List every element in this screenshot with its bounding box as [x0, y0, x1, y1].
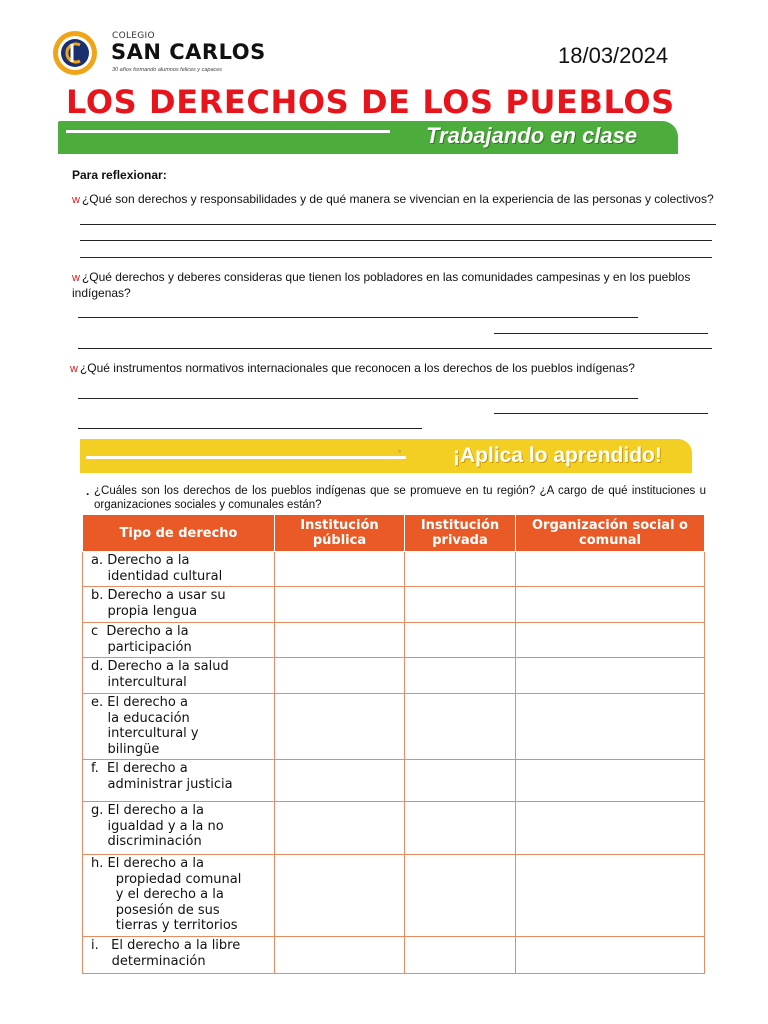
- answer-cell[interactable]: [516, 937, 705, 974]
- answer-cell[interactable]: [516, 760, 705, 802]
- answer-cell[interactable]: [516, 694, 705, 760]
- answer-line[interactable]: [78, 428, 422, 429]
- answer-cell[interactable]: [275, 694, 405, 760]
- answer-cell[interactable]: [405, 855, 516, 937]
- table-row: [83, 802, 705, 855]
- document-date: 18/03/2024: [558, 43, 669, 68]
- row-label: e. El derecho a la educación intercultural y bilingüe: [83, 694, 275, 760]
- question-2: [72, 270, 722, 301]
- answer-cell[interactable]: [275, 760, 405, 802]
- table-header-row: [83, 515, 705, 552]
- answer-line[interactable]: [494, 333, 708, 334]
- row-label: i. El derecho a la libre determinación: [83, 937, 275, 974]
- row-label: d. Derecho a la salud intercultural: [83, 658, 275, 694]
- page-title: LOS DERECHOS DE LOS PUEBLOS: [66, 83, 675, 121]
- table-row: [83, 658, 705, 694]
- table-row: [83, 694, 705, 760]
- logo-tagline: 30 años formando alumnos felices y capaces: [112, 67, 223, 73]
- answer-cell[interactable]: [405, 937, 516, 974]
- header-tipo-derecho: Tipo de derecho: [83, 515, 275, 552]
- row-label: c Derecho a la participación: [83, 623, 275, 658]
- section-banner-label: ¡Aplica lo aprendido!: [453, 444, 662, 467]
- school-logo: [52, 28, 272, 78]
- section-banner-label: Trabajando en clase: [426, 123, 638, 148]
- bullet-marker: w: [70, 363, 78, 375]
- school-seal-icon: [52, 30, 98, 76]
- answer-line[interactable]: [78, 348, 712, 349]
- answer-cell[interactable]: [275, 587, 405, 623]
- table-row: [83, 623, 705, 658]
- answer-line[interactable]: [80, 257, 712, 258]
- row-label: g. El derecho a la igualdad y a la no discriminación: [83, 802, 275, 855]
- bullet-marker: w: [72, 194, 80, 206]
- answer-cell[interactable]: [516, 552, 705, 587]
- answer-cell[interactable]: [405, 802, 516, 855]
- row-label: b. Derecho a usar su propia lengua: [83, 587, 275, 623]
- question-text: ¿Qué derechos y deberes consideras que tienen los pobladores en las comunidades campesinas y en los pueblos indígenas?: [72, 270, 691, 300]
- row-label: f. El derecho a administrar justicia: [83, 760, 275, 802]
- question-text: ¿Qué instrumentos normativos internacionales que reconocen a los derechos de los pueblos indígenas?: [79, 361, 635, 375]
- table-row: [83, 552, 705, 587]
- answer-cell[interactable]: [275, 802, 405, 855]
- bullet-marker: w: [72, 272, 80, 284]
- answer-cell[interactable]: [275, 623, 405, 658]
- table-row: [83, 855, 705, 937]
- table-row: [83, 937, 705, 974]
- answer-line[interactable]: [78, 317, 638, 318]
- decorative-dot-icon: °: [398, 449, 402, 458]
- answer-cell[interactable]: [275, 855, 405, 937]
- question-text: ¿Qué son derechos y responsabilidades y de qué manera se vivencian en la experiencia de las personas y colectivos?: [81, 192, 714, 206]
- answer-cell[interactable]: [405, 552, 516, 587]
- answer-line[interactable]: [494, 413, 708, 414]
- answer-cell[interactable]: [516, 658, 705, 694]
- answer-cell[interactable]: [516, 587, 705, 623]
- logo-name-text: SAN CARLOS: [111, 40, 266, 64]
- answer-cell[interactable]: [405, 658, 516, 694]
- answer-cell[interactable]: [516, 623, 705, 658]
- answer-cell[interactable]: [516, 855, 705, 937]
- answer-line[interactable]: [80, 224, 716, 225]
- answer-line[interactable]: [80, 240, 712, 241]
- answer-cell[interactable]: [405, 623, 516, 658]
- header-institucion-privada: Institución privada: [405, 515, 516, 552]
- answer-cell[interactable]: [275, 552, 405, 587]
- bullet-marker: .: [86, 484, 90, 498]
- reflect-heading: Para reflexionar:: [72, 168, 167, 182]
- row-label: a. Derecho a la identidad cultural: [83, 552, 275, 587]
- answer-cell[interactable]: [405, 694, 516, 760]
- row-label: h. El derecho a la propiedad comunal y el derecho a la posesión de sus tierras y territorios: [83, 855, 275, 937]
- task-instruction: ¿Cuáles son los derechos de los pueblos indígenas que se promueve en tu región? ¿A cargo de qué instituciones u organizaciones sociales y comunales están?: [94, 485, 706, 511]
- table-row: [83, 760, 705, 802]
- answer-cell[interactable]: [516, 802, 705, 855]
- question-3: [70, 361, 720, 377]
- banner-divider: [86, 456, 406, 459]
- answer-cell[interactable]: [405, 587, 516, 623]
- answer-cell[interactable]: [275, 658, 405, 694]
- banner-divider: [66, 130, 390, 133]
- question-1: [72, 192, 722, 208]
- answer-cell[interactable]: [275, 937, 405, 974]
- table-row: [83, 587, 705, 623]
- rights-table: [82, 514, 705, 974]
- logo-small-text: COLEGIO: [112, 31, 155, 41]
- answer-cell[interactable]: [405, 760, 516, 802]
- answer-line[interactable]: [78, 398, 638, 399]
- header-organizacion-social: Organización social o comunal: [516, 515, 705, 552]
- header-institucion-publica: Institución pública: [275, 515, 405, 552]
